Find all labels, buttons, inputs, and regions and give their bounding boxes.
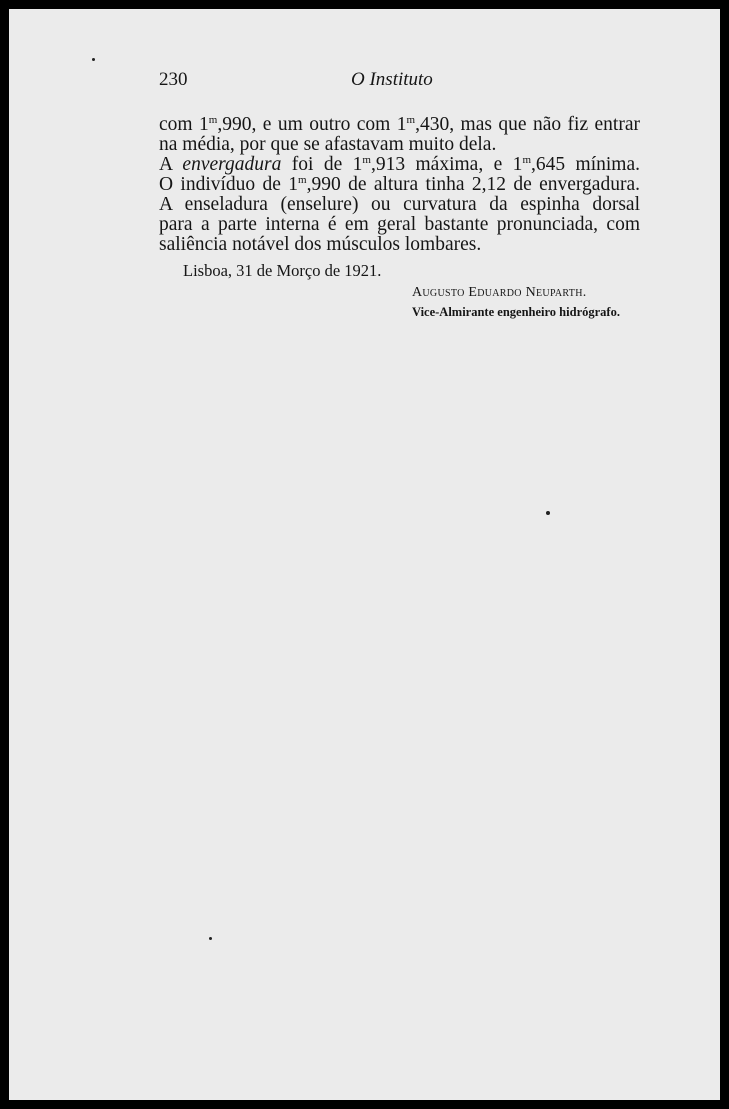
author-name: Augusto Eduardo Neuparth. <box>412 285 587 300</box>
body-line-3: A envergadura foi de 1$^m$,913 máxima, e 1$^m$,645 mínima. <box>159 154 640 175</box>
body-line-1: com 1$^m$,990, e um outro com 1$^m$,430, mas que não fiz entrar <box>159 114 640 135</box>
body-line-4: O indivíduo de 1$^m$,990 de altura tinha 2,12 de envergadura. <box>159 174 640 195</box>
dateline: Lisboa, 31 de Morço de 1921. <box>183 261 382 280</box>
journal-title: O Instituto <box>351 69 433 90</box>
print-speck <box>209 937 212 940</box>
body-line-7: saliência notável dos músculos lombares. <box>159 234 482 255</box>
running-head <box>159 69 584 95</box>
body-line-5: A enseladura (enselure) ou curvatura da espinha dorsal <box>159 194 640 215</box>
body-line-6: para a parte interna é em geral bastante pronunciada, com <box>159 214 640 235</box>
body-paragraphs <box>159 115 640 255</box>
body-line-2: na média, por que se afastavam muito dela. <box>159 134 497 155</box>
print-speck <box>92 58 95 61</box>
author-role: Vice-Almirante engenheiro hidrógrafo. <box>412 305 620 319</box>
page-number: 230 <box>159 69 188 90</box>
document-page <box>9 9 720 1100</box>
print-speck <box>546 511 550 515</box>
